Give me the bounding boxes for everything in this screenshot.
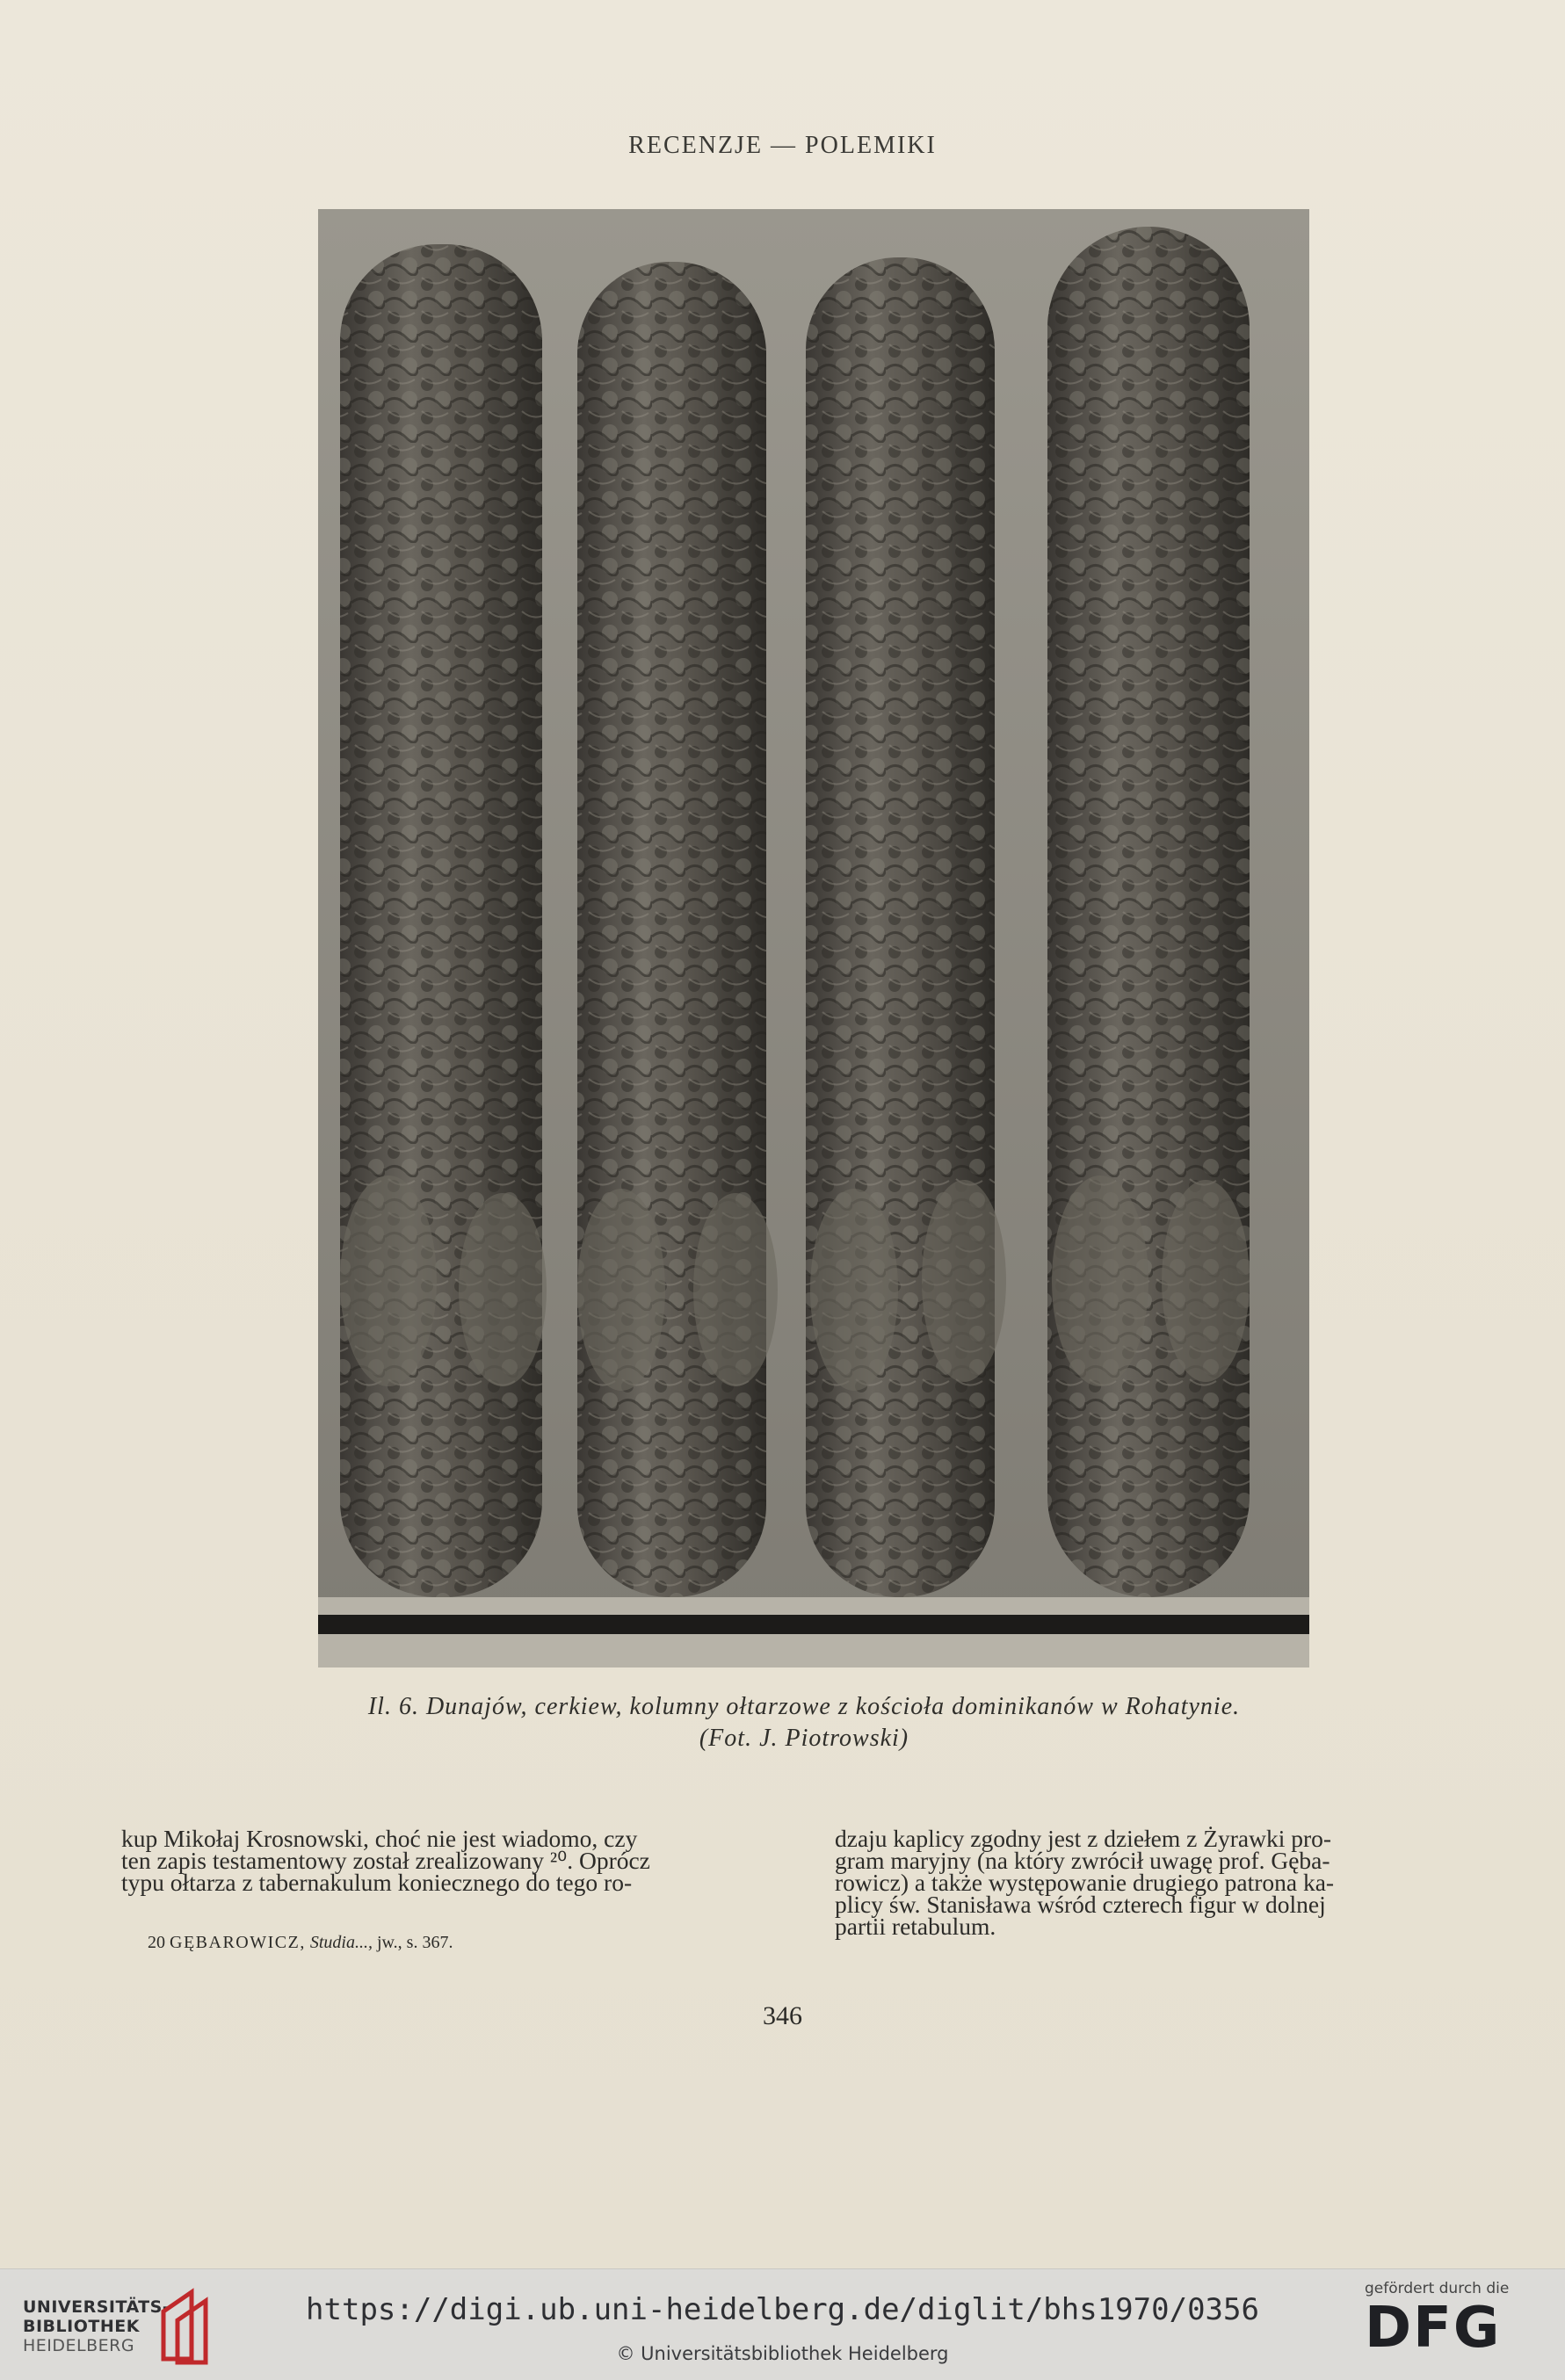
figure-caption	[220, 1691, 1388, 1754]
funder-logo[interactable]	[1365, 2280, 1532, 2359]
carved-columns-photo	[318, 209, 1309, 1667]
right-line-4: plicy św. Stanisława wśród czterech figur w dolnej	[835, 1891, 1326, 1918]
right-line-2: gram maryjny (na który zwrócił uwagę prof. Gęba-	[835, 1847, 1330, 1874]
footnote-title: Studia...,	[309, 1933, 373, 1952]
right-column	[835, 1825, 1507, 1940]
running-head: RECENZJE — POLEMIKI	[628, 132, 937, 159]
left-line-2: ten zapis testamentowy został zrealizowany ²⁰. Oprócz	[121, 1847, 650, 1874]
right-line-5: partii retabulum.	[835, 1913, 996, 1940]
figure-photo	[318, 209, 1309, 1667]
copyright-notice: © Universitätsbibliothek Heidelberg	[616, 2343, 949, 2364]
caption-line-1: Il. 6. Dunajów, cerkiew, kolumny ołtarzowe z kościoła dominikanów w Rohatynie.	[367, 1693, 1241, 1720]
logo-line-2: BIBLIOTHEK	[23, 2317, 140, 2336]
footnote-ref: jw., s. 367.	[376, 1933, 453, 1952]
permalink-url[interactable]: https://digi.ub.uni-heidelberg.de/diglit/bhs1970/0356	[306, 2292, 1259, 2327]
left-line-1: kup Mikołaj Krosnowski, choć nie jest wiadomo, czy	[121, 1825, 638, 1852]
dfg-logo: DFG	[1365, 2296, 1502, 2361]
left-line-3: typu ołtarza z tabernakulum koniecznego do tego ro-	[121, 1869, 633, 1896]
logo-line-1: UNIVERSITÄTS-	[23, 2297, 170, 2317]
footnote-number: 20	[148, 1933, 165, 1952]
caption-line-2: (Fot. J. Piotrowski)	[699, 1725, 909, 1752]
left-column	[121, 1825, 796, 1896]
right-line-3: rowicz) a także występowanie drugiego patrona ka-	[835, 1869, 1335, 1896]
footnote	[148, 1933, 780, 1953]
footnote-author: GĘBAROWICZ,	[170, 1933, 306, 1952]
funder-label: gefördert durch die	[1365, 2280, 1510, 2297]
logo-line-3: HEIDELBERG	[23, 2336, 135, 2355]
viewer-footer	[0, 2268, 1565, 2380]
page-number: 346	[763, 2001, 802, 2030]
right-line-1: dzaju kaplicy zgodny jest z dziełem z Żyrawki pro-	[835, 1825, 1332, 1852]
